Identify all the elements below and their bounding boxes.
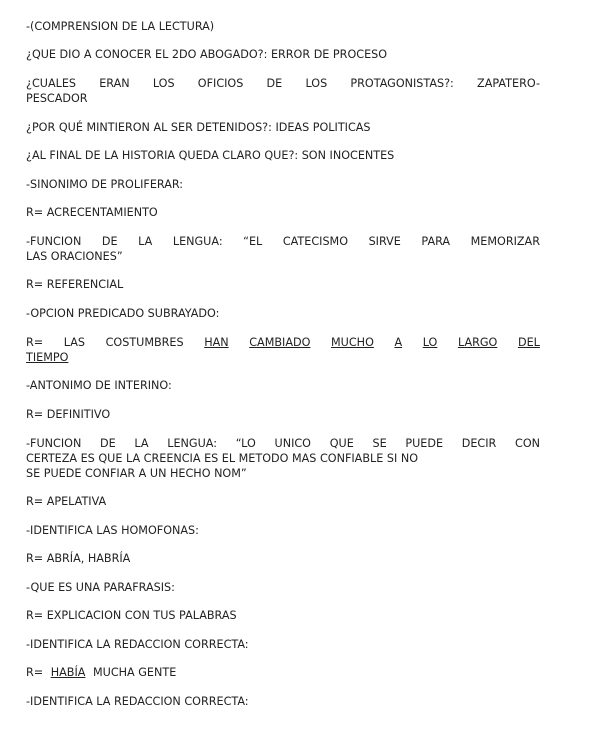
- answer-rest: MUCHA GENTE: [92, 666, 177, 679]
- section-title: -(COMPRENSION DE LA LECTURA): [26, 20, 215, 33]
- question-line: -SINONIMO DE PROLIFERAR:: [26, 178, 184, 191]
- question-line: -OPCION PREDICADO SUBRAYADO:: [26, 307, 220, 320]
- answer-line: R= APELATIVA: [26, 495, 107, 508]
- underlined-word: LO: [422, 336, 438, 349]
- question-line: -IDENTIFICA LA REDACCION CORRECTA:: [26, 638, 249, 651]
- question-line: LAS ORACIONES”: [26, 250, 123, 263]
- question-line: ¿QUE DIO A CONOCER EL 2DO ABOGADO?: ERROR DE PROCESO: [26, 48, 388, 61]
- question-line: -ANTONIMO DE INTERINO:: [26, 379, 172, 392]
- question-line: CERTEZA ES QUE LA CREENCIA ES EL METODO MAS CONFIABLE SI NO: [26, 452, 418, 465]
- underlined-word: HABÍA: [50, 666, 86, 679]
- answer-line: R= DEFINITIVO: [26, 408, 111, 421]
- underlined-word: TIEMPO: [26, 351, 69, 364]
- predicado-answer-cont: [26, 350, 540, 365]
- underlined-word: CAMBIADO: [249, 336, 311, 349]
- answer-prefix: R=: [26, 336, 44, 349]
- underlined-word: HAN: [204, 336, 229, 349]
- question-line: SE PUEDE CONFIAR A UN HECHO NOM”: [26, 467, 247, 480]
- answer-line: R= ACRECENTAMIENTO: [26, 206, 158, 219]
- predicado-answer: [26, 335, 540, 350]
- question-line: -FUNCION DE LA LENGUA: “EL CATECISMO SIRVE PARA MEMORIZAR: [26, 235, 540, 248]
- question-line: -FUNCION DE LA LENGUA: “LO UNICO QUE SE PUEDE DECIR CON: [26, 437, 540, 450]
- question-line: -IDENTIFICA LAS HOMOFONAS:: [26, 524, 199, 537]
- question-line: ¿AL FINAL DE LA HISTORIA QUEDA CLARO QUE?: SON INOCENTES: [26, 149, 395, 162]
- question-line: ¿POR QUÉ MINTIERON AL SER DETENIDOS?: IDEAS POLITICAS: [26, 121, 371, 134]
- question-line: ¿CUALES ERAN LOS OFICIOS DE LOS PROTAGONISTAS?: ZAPATERO-: [26, 77, 540, 90]
- question-line: -QUE ES UNA PARAFRASIS:: [26, 581, 175, 594]
- underlined-word: MUCHO: [331, 336, 374, 349]
- answer-prefix: R=: [26, 666, 44, 679]
- underlined-word: DEL: [517, 336, 540, 349]
- word: COSTUMBRES: [105, 336, 184, 349]
- answer-line: R= EXPLICACION CON TUS PALABRAS: [26, 609, 237, 622]
- question-line: -IDENTIFICA LA REDACCION CORRECTA:: [26, 695, 249, 708]
- answer-line: R= ABRÍA, HABRÍA: [26, 552, 131, 565]
- answer-line: R= REFERENCIAL: [26, 278, 124, 291]
- underlined-word: A: [394, 336, 403, 349]
- question-line: PESCADOR: [26, 92, 88, 105]
- word: LAS: [63, 336, 85, 349]
- underlined-word: LARGO: [457, 336, 498, 349]
- habia-answer: [26, 665, 540, 680]
